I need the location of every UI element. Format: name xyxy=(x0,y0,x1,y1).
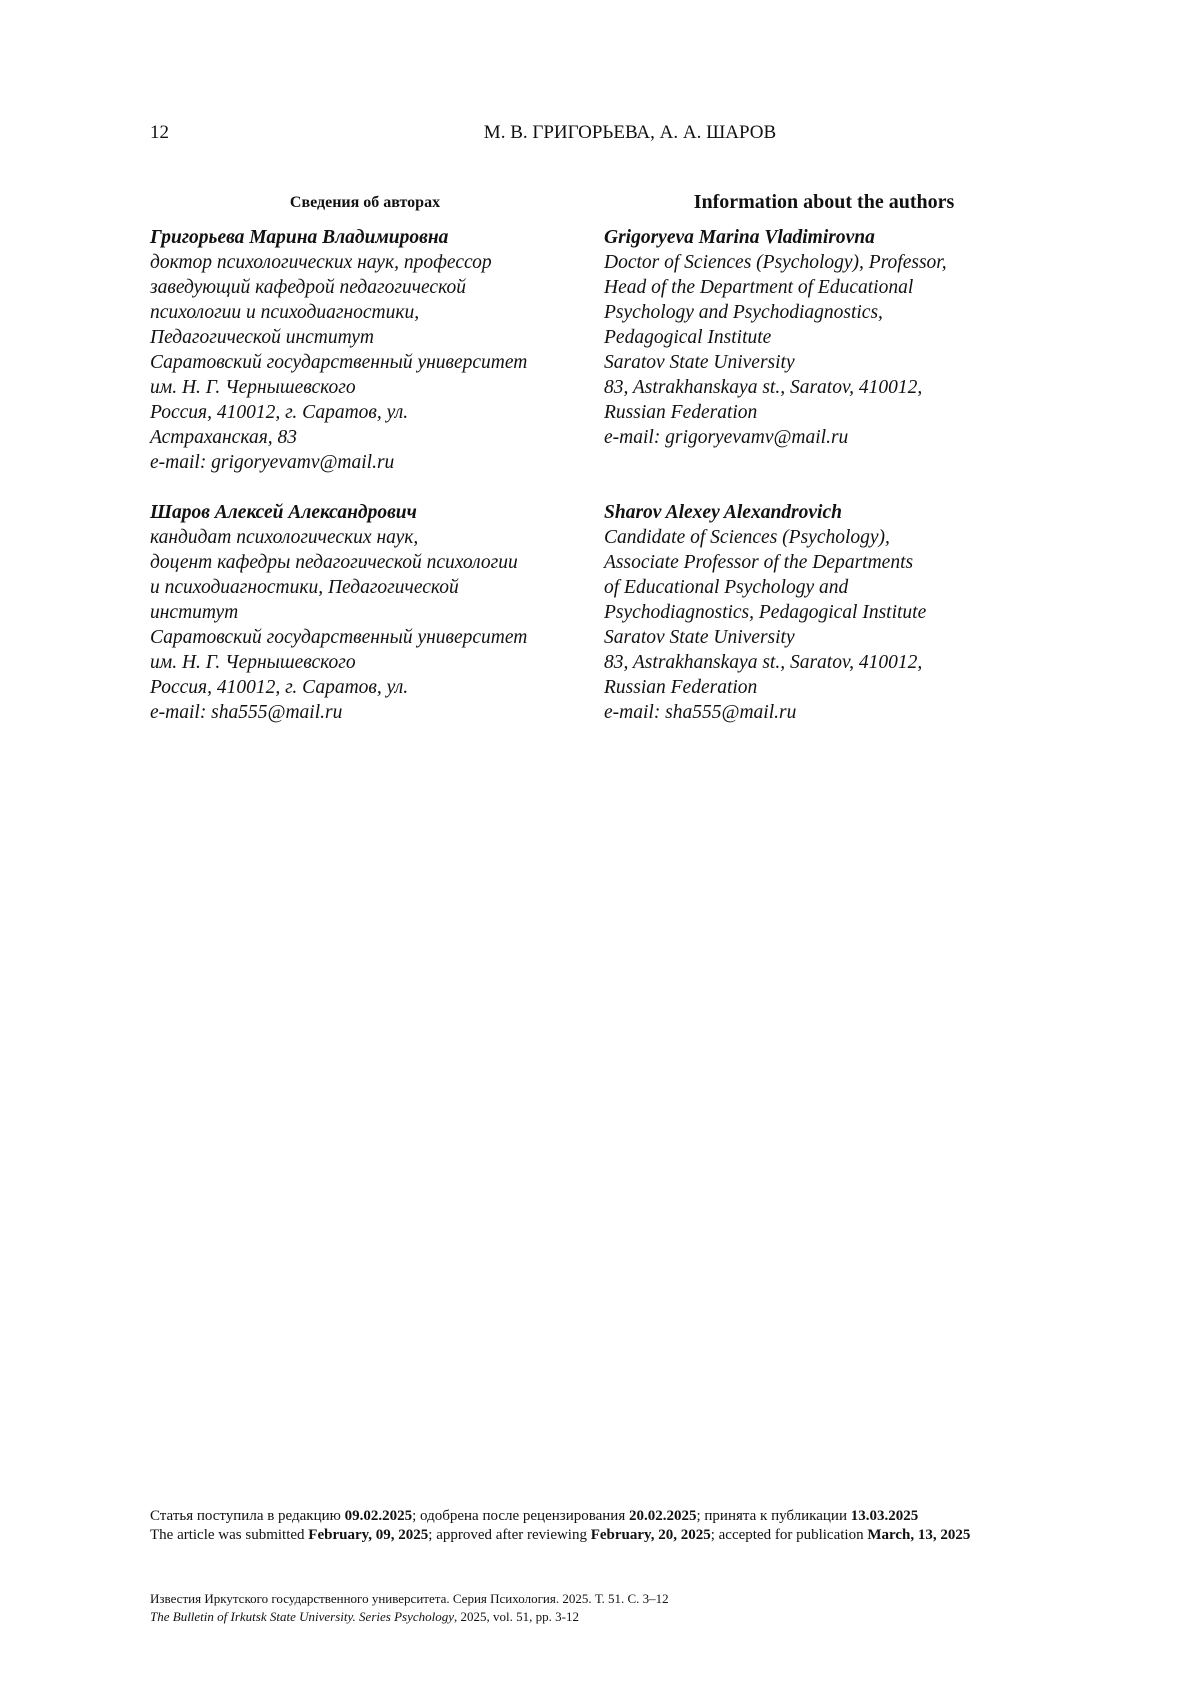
author-name: Шаров Алексей Александрович xyxy=(150,502,417,523)
author-detail-line: Psychodiagnostics, Pedagogical Institute xyxy=(604,602,927,623)
author-detail-line: Педагогической институт xyxy=(150,327,374,348)
author-email: e-mail: sha555@mail.ru xyxy=(604,702,797,723)
date-value: 09.02.2025 xyxy=(344,1508,413,1524)
author-detail-line: кандидат психологических наук, xyxy=(150,527,419,548)
authors-info-en xyxy=(604,190,1044,750)
author-detail-line: Candidate of Sciences (Psychology), xyxy=(604,527,890,548)
date-value: February, 09, 2025 xyxy=(308,1527,429,1543)
dates-text: The article was submitted xyxy=(150,1527,309,1543)
author-detail-line: Doctor of Sciences (Psychology), Professor, xyxy=(604,252,947,273)
author-detail-line: доцент кафедры педагогической психологии xyxy=(150,552,518,573)
dates-text: Статья поступила в редакцию xyxy=(150,1508,345,1524)
dates-text: ; одобрена после рецензирования xyxy=(412,1508,629,1524)
journal-title-en: The Bulletin of Irkutsk State University. Series Psychology xyxy=(150,1609,454,1624)
article-dates-ru xyxy=(150,1507,1040,1526)
journal-citation-ru: Известия Иркутского государственного университета. Серия Психология. 2025. Т. 51. С. 3–12 xyxy=(150,1591,669,1606)
dates-text: ; принята к публикации xyxy=(696,1508,851,1524)
author-email: e-mail: grigoryevamv@mail.ru xyxy=(150,452,395,473)
author-detail-line: Saratov State University xyxy=(604,627,795,648)
author-detail-line: of Educational Psychology and xyxy=(604,577,849,598)
author-block xyxy=(604,500,1044,725)
author-detail-line: 83, Astrakhanskaya st., Saratov, 410012, xyxy=(604,652,923,673)
author-detail-line: им. Н. Г. Чернышевского xyxy=(150,377,356,398)
author-block xyxy=(150,500,580,725)
author-detail-line: Psychology and Psychodiagnostics, xyxy=(604,302,883,323)
author-detail-line: и психодиагностики, Педагогической xyxy=(150,577,459,598)
page-number: 12 xyxy=(150,122,169,143)
author-detail-line: Саратовский государственный университет xyxy=(150,627,528,648)
journal-citation xyxy=(150,1590,669,1626)
author-detail-line: Saratov State University xyxy=(604,352,795,373)
author-detail-line: Россия, 410012, г. Саратов, ул. xyxy=(150,677,409,698)
article-dates xyxy=(150,1507,1040,1545)
author-block xyxy=(150,225,580,475)
journal-citation-en xyxy=(150,1608,669,1626)
journal-details-en: , 2025, vol. 51, pp. 3-12 xyxy=(454,1609,579,1624)
author-email: e-mail: sha555@mail.ru xyxy=(150,702,343,723)
authors-info-ru xyxy=(150,190,580,750)
author-name: Sharov Alexey Alexandrovich xyxy=(604,502,842,523)
date-value: March, 13, 2025 xyxy=(867,1527,971,1543)
author-detail-line: Астраханская, 83 xyxy=(150,427,298,448)
date-value: 13.03.2025 xyxy=(850,1508,919,1524)
date-value: 20.02.2025 xyxy=(628,1508,697,1524)
author-detail-line: Russian Federation xyxy=(604,402,758,423)
author-detail-line: психологии и психодиагностики, xyxy=(150,302,420,323)
author-detail-line: доктор психологических наук, профессор xyxy=(150,252,492,273)
author-name: Григорьева Марина Владимировна xyxy=(150,227,449,248)
date-value: February, 20, 2025 xyxy=(590,1527,711,1543)
author-detail-line: Russian Federation xyxy=(604,677,758,698)
author-name: Grigoryeva Marina Vladimirovna xyxy=(604,227,875,248)
section-title-ru: Сведения об авторах xyxy=(289,194,441,211)
page-header xyxy=(150,122,1050,152)
dates-text: ; approved after reviewing xyxy=(428,1527,591,1543)
author-detail-line: институт xyxy=(150,602,239,623)
dates-text: ; accepted for publication xyxy=(710,1527,868,1543)
article-dates-en xyxy=(150,1526,1040,1545)
author-detail-line: Associate Professor of the Departments xyxy=(604,552,914,573)
author-email: e-mail: grigoryevamv@mail.ru xyxy=(604,427,849,448)
author-detail-line: им. Н. Г. Чернышевского xyxy=(150,652,356,673)
running-head: М. В. ГРИГОРЬЕВА, А. А. ШАРОВ xyxy=(483,122,777,143)
author-detail-line: Head of the Department of Educational xyxy=(604,277,914,298)
author-block xyxy=(604,225,1044,450)
author-detail-line: Россия, 410012, г. Саратов, ул. xyxy=(150,402,409,423)
section-title-en: Information about the authors xyxy=(693,191,955,213)
author-detail-line: Саратовский государственный университет xyxy=(150,352,528,373)
author-detail-line: 83, Astrakhanskaya st., Saratov, 410012, xyxy=(604,377,923,398)
author-detail-line: Pedagogical Institute xyxy=(604,327,772,348)
author-detail-line: заведующий кафедрой педагогической xyxy=(150,277,466,298)
